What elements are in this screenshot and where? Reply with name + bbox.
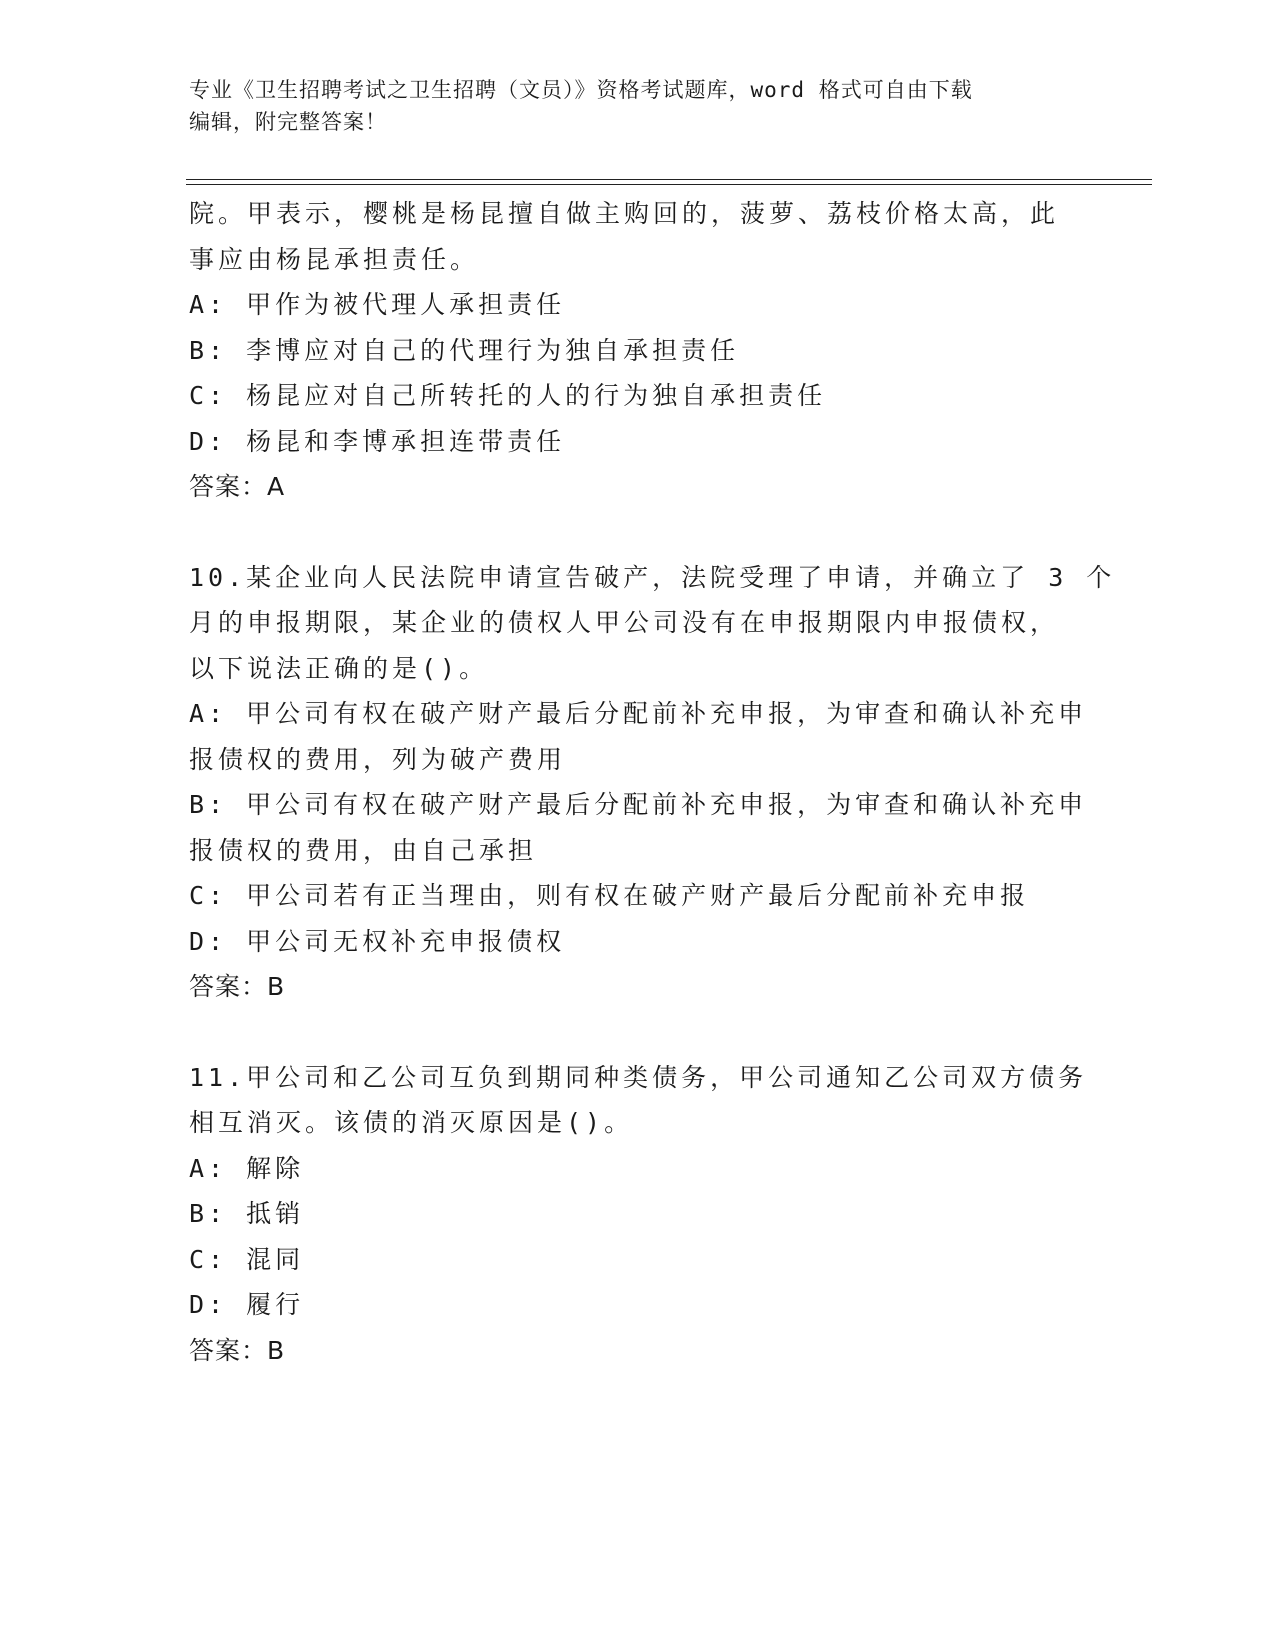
correct-answer: 答案：B	[189, 972, 286, 1001]
question-stem: 事应由杨昆承担责任。	[189, 244, 480, 274]
header-divider	[186, 184, 1152, 185]
question-block	[189, 191, 1089, 510]
answer-option: A: 甲公司有权在破产财产最后分配前补充申报，为审查和确认补充申	[189, 699, 1088, 728]
question-stem: 月的申报期限，某企业的债权人甲公司没有在申报期限内申报债权，	[189, 608, 1060, 637]
answer-option: D: 履行	[189, 1290, 305, 1319]
answer-option: A: 解除	[189, 1153, 305, 1183]
question-stem: 相互消灭。该债的消灭原因是()。	[189, 1108, 634, 1137]
answer-option: C: 杨昆应对自己所转托的人的行为独自承担责任	[189, 381, 827, 410]
question-stem: 10.某企业向人民法院申请宣告破产，法院受理了申请，并确立了 3 个	[189, 562, 1116, 592]
answer-option: B: 李博应对自己的代理行为独自承担责任	[189, 335, 740, 365]
answer-option: C: 混同	[189, 1244, 305, 1274]
answer-option: 报债权的费用，列为破产费用	[189, 744, 567, 774]
document-header	[189, 74, 1089, 138]
document-body	[189, 191, 1116, 1373]
question-spacer	[189, 510, 1089, 555]
answer-option: B: 甲公司有权在破产财产最后分配前补充申报，为审查和确认补充申	[189, 790, 1088, 819]
header-line: 专业《卫生招聘考试之卫生招聘（文员）》资格考试题库，word 格式可自由下载	[189, 78, 973, 102]
header-divider	[186, 179, 1152, 180]
answer-option: B: 抵销	[189, 1199, 305, 1228]
header-line: 编辑，附完整答案！	[189, 110, 387, 134]
question-stem: 11.甲公司和乙公司互负到期同种类债务，甲公司通知乙公司双方债务	[189, 1062, 1088, 1092]
question-block	[189, 555, 1116, 1010]
correct-answer: 答案：A	[189, 472, 286, 501]
answer-option: 报债权的费用，由自己承担	[189, 835, 538, 865]
question-stem: 以下说法正确的是()。	[189, 653, 489, 683]
answer-option: A: 甲作为被代理人承担责任	[189, 290, 566, 319]
answer-option: C: 甲公司若有正当理由，则有权在破产财产最后分配前补充申报	[189, 881, 1030, 910]
question-stem: 院。甲表示，樱桃是杨昆擅自做主购回的，菠萝、荔枝价格太高，此	[189, 199, 1060, 228]
answer-option: D: 甲公司无权补充申报债权	[189, 926, 566, 956]
question-block	[189, 1055, 1089, 1374]
answer-option: D: 杨昆和李博承担连带责任	[189, 426, 566, 456]
correct-answer: 答案：B	[189, 1335, 286, 1365]
question-spacer	[189, 1010, 1089, 1055]
